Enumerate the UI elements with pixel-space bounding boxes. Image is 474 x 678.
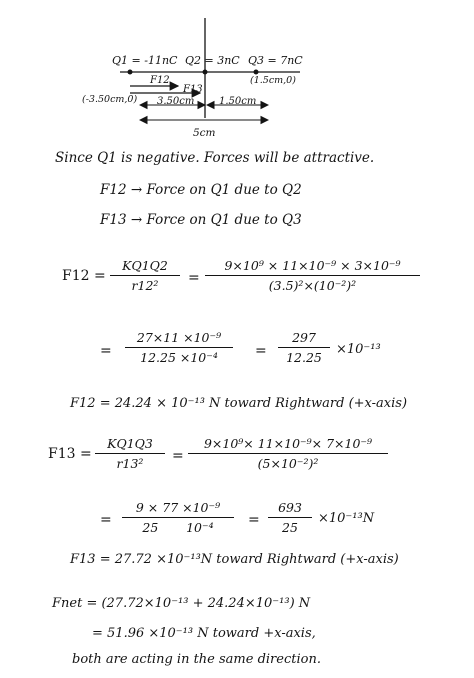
- q2-label: Q2 = 3nC: [185, 54, 240, 67]
- eq4-fraction-1: [122, 500, 234, 535]
- eq3-frac2-den: (5×10⁻²)²: [188, 453, 388, 471]
- d1-label: 3.50cm: [157, 96, 195, 107]
- eq3-fraction-1: [95, 436, 165, 471]
- eq2-fraction-2: [278, 330, 330, 365]
- q3-label: Q3 = 7nC: [248, 54, 303, 67]
- eq2-frac2-num: 297: [292, 330, 316, 345]
- eq1-fraction-2: [205, 258, 420, 293]
- charge-q3: [254, 70, 259, 75]
- eq2-frac2-den: 12.25: [278, 347, 330, 365]
- eq4-frac1-num: 9 × 77 ×10⁻⁹: [135, 500, 221, 515]
- f13-label: F13: [183, 84, 203, 95]
- result-f12: F12 = 24.24 × 10⁻¹³ N toward Rightward (+x-axis): [70, 396, 408, 411]
- charge-q2: [203, 70, 208, 75]
- f12-label: F12: [150, 75, 170, 86]
- eq3-lhs: F13 =: [48, 446, 92, 462]
- eq2-fraction-1: [125, 330, 233, 365]
- charge-diagram: [0, 0, 474, 150]
- eq3-frac1-den: r13²: [95, 453, 165, 471]
- eq2-equals: =: [100, 343, 112, 359]
- eq3-frac1-num: KQ1Q3: [107, 436, 153, 451]
- eq4-tail: ×10⁻¹³N: [318, 511, 375, 526]
- eq4-frac1-den: 25 10⁻⁴: [122, 517, 234, 535]
- eq2-equals-2: =: [255, 343, 267, 359]
- eq1-fraction-1: [110, 258, 180, 293]
- eq3-frac2-num: 9×10⁹× 11×10⁻⁹× 7×10⁻⁹: [203, 436, 373, 451]
- q1-position: (-3.50cm,0): [82, 94, 138, 105]
- q3-position: (1.5cm,0): [250, 75, 296, 86]
- d2-label: 1.50cm: [219, 96, 257, 107]
- eq2-frac1-den: 12.25 ×10⁻⁴: [125, 347, 233, 365]
- eq4-fraction-2: [268, 500, 312, 535]
- eq1-frac1-den: r12²: [110, 275, 180, 293]
- eq2-frac1-num: 27×11 ×10⁻⁹: [136, 330, 222, 345]
- eq1-frac1-num: KQ1Q2: [122, 258, 168, 273]
- eq1-frac2-num: 9×10⁹ × 11×10⁻⁹ × 3×10⁻⁹: [224, 258, 401, 273]
- d-total-label: 5cm: [193, 127, 216, 139]
- definition-f13: F13 → Force on Q1 due to Q3: [100, 212, 302, 228]
- eq3-fraction-2: [188, 436, 388, 471]
- eq1-equals: =: [188, 270, 200, 286]
- eq4-frac2-den: 25: [268, 517, 312, 535]
- eq4-equals: =: [100, 512, 112, 528]
- eq1-frac2-den: (3.5)²×(10⁻²)²: [205, 275, 420, 293]
- eq3-equals: =: [172, 448, 184, 464]
- eq4-frac2-num: 693: [278, 500, 302, 515]
- fnet-line-1: Fnet = (27.72×10⁻¹³ + 24.24×10⁻¹³) N: [52, 596, 311, 611]
- result-f13: F13 = 27.72 ×10⁻¹³N toward Rightward (+x-axis): [70, 552, 399, 567]
- fnet-line-3: both are acting in the same direction.: [72, 652, 321, 667]
- definition-f12: F12 → Force on Q1 due to Q2: [100, 182, 302, 198]
- fnet-line-2: = 51.96 ×10⁻¹³ N toward +x-axis,: [92, 626, 316, 641]
- eq1-lhs: F12 =: [62, 268, 106, 284]
- since-statement: Since Q1 is negative. Forces will be attractive.: [55, 150, 375, 166]
- eq2-tail: ×10⁻¹³: [336, 342, 381, 357]
- eq4-equals-2: =: [248, 512, 260, 528]
- q1-label: Q1 = -11nC: [112, 54, 178, 67]
- charge-q1: [128, 70, 133, 75]
